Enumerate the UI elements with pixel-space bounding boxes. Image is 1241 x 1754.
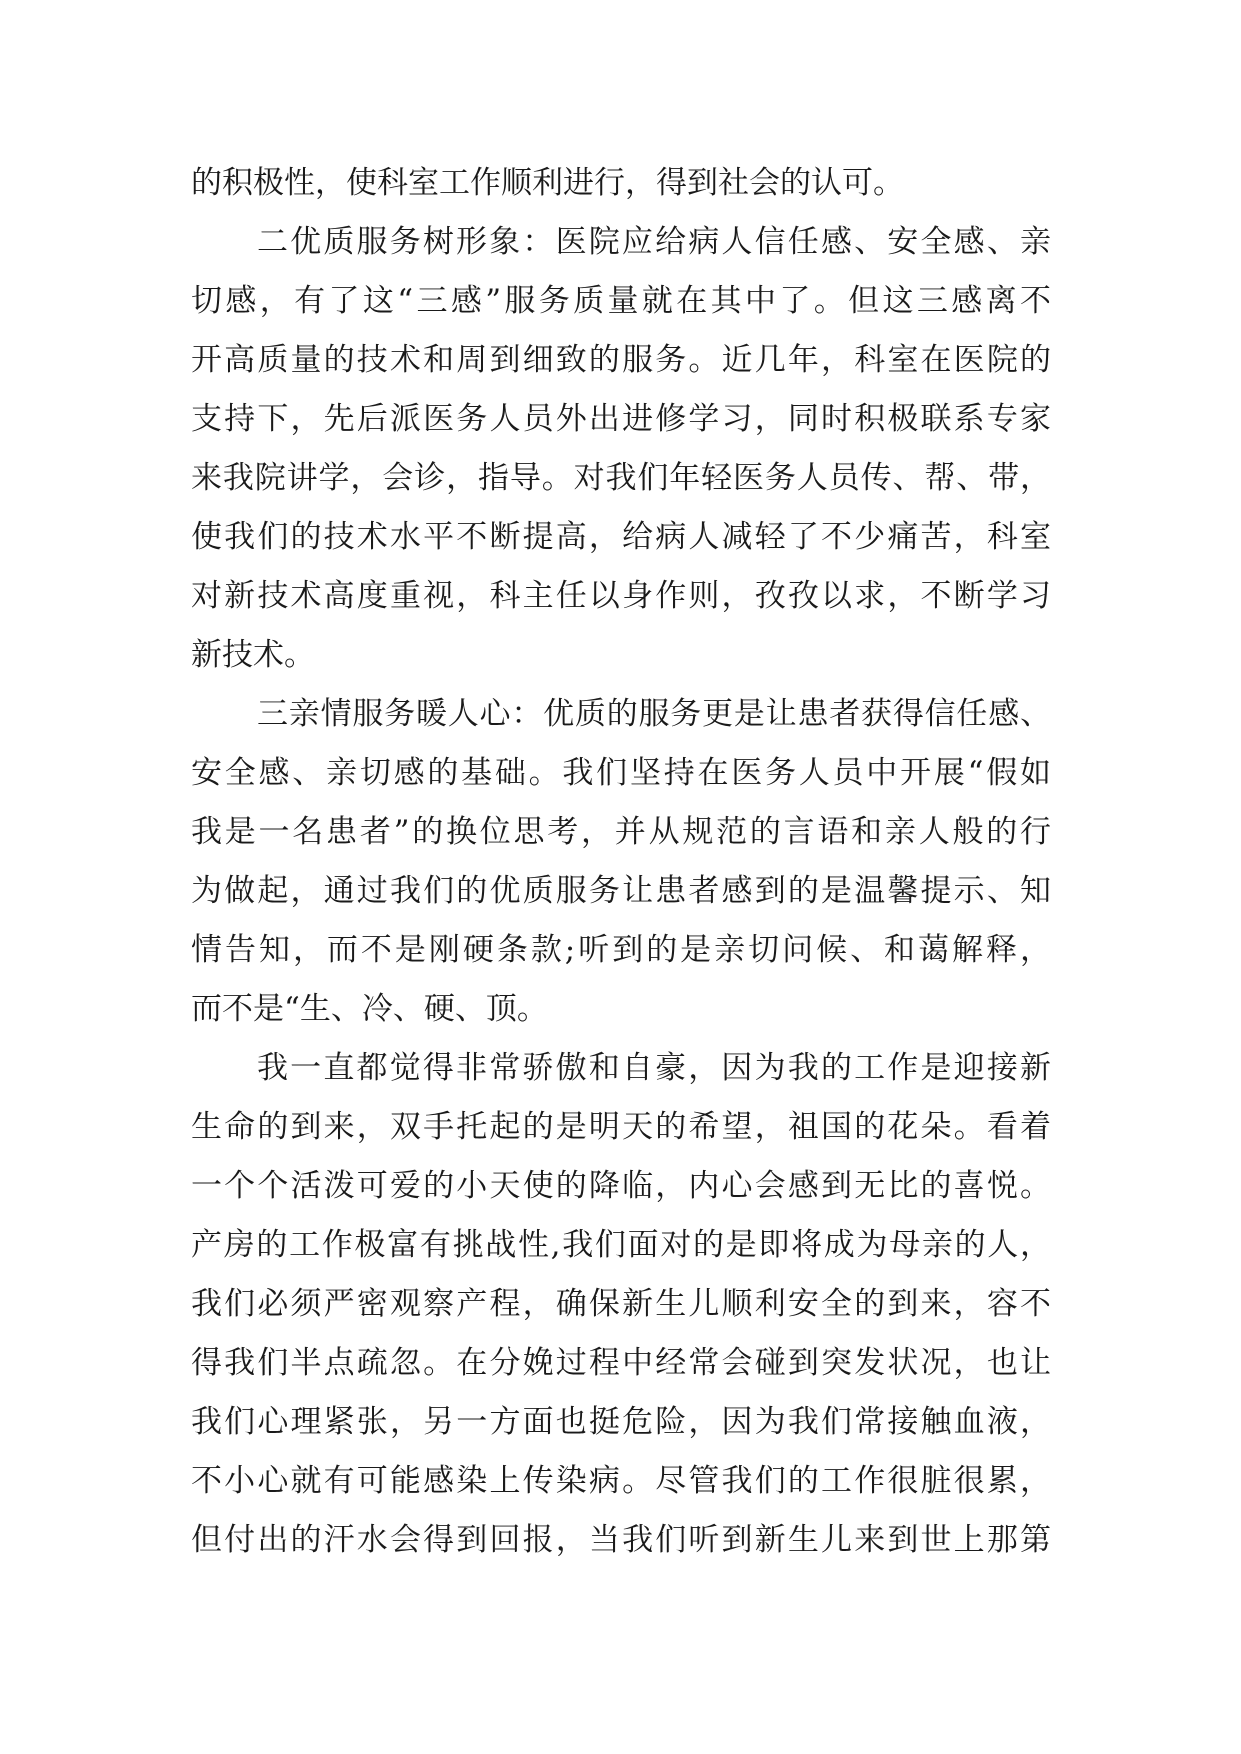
text-line: 新技术。 xyxy=(191,637,315,673)
text-line: 支持下，先后派医务人员外出进修学习，同时积极联系专家 xyxy=(191,401,1051,437)
text-line: 一个个活泼可爱的小天使的降临，内心会感到无比的喜悦。 xyxy=(191,1168,1051,1204)
paragraph-start-line: 二优质服务树形象：医院应给病人信任感、安全感、亲 xyxy=(257,224,1051,260)
text-line: 对新技术高度重视，科主任以身作则，孜孜以求，不断学习 xyxy=(191,578,1051,614)
text-line: 得我们半点疏忽。在分娩过程中经常会碰到突发状况，也让 xyxy=(191,1345,1051,1381)
body-text xyxy=(191,154,1051,1570)
text-line: 产房的工作极富有挑战性,我们面对的是即将成为母亲的人， xyxy=(191,1227,1051,1263)
text-line: 切感，有了这“三感”服务质量就在其中了。但这三感离不 xyxy=(191,283,1051,319)
text-line: 来我院讲学，会诊，指导。对我们年轻医务人员传、帮、带， xyxy=(191,460,1051,496)
text-line: 不小心就有可能感染上传染病。尽管我们的工作很脏很累， xyxy=(191,1463,1051,1499)
text-line: 开高质量的技术和周到细致的服务。近几年，科室在医院的 xyxy=(191,342,1051,378)
text-line: 情告知，而不是刚硬条款;听到的是亲切问候、和蔼解释， xyxy=(191,932,1051,968)
text-line: 生命的到来，双手托起的是明天的希望，祖国的花朵。看着 xyxy=(191,1109,1051,1145)
paragraph-start-line: 我一直都觉得非常骄傲和自豪，因为我的工作是迎接新 xyxy=(257,1050,1051,1086)
text-line: 我们心理紧张，另一方面也挺危险，因为我们常接触血液， xyxy=(191,1404,1051,1440)
text-line: 的积极性，使科室工作顺利进行，得到社会的认可。 xyxy=(191,165,904,201)
text-line: 但付出的汗水会得到回报，当我们听到新生儿来到世上那第 xyxy=(191,1522,1051,1558)
text-line: 我们必须严密观察产程，确保新生儿顺利安全的到来，容不 xyxy=(191,1286,1051,1322)
paragraph-start-line: 三亲情服务暖人心：优质的服务更是让患者获得信任感、 xyxy=(257,696,1051,732)
text-line: 我是一名患者”的换位思考，并从规范的言语和亲人般的行 xyxy=(191,814,1051,850)
text-line: 而不是“生、冷、硬、顶。 xyxy=(191,991,548,1027)
text-line: 安全感、亲切感的基础。我们坚持在医务人员中开展“假如 xyxy=(191,755,1051,791)
text-line: 为做起，通过我们的优质服务让患者感到的是温馨提示、知 xyxy=(191,873,1051,909)
text-line: 使我们的技术水平不断提高，给病人减轻了不少痛苦，科室 xyxy=(191,519,1051,555)
